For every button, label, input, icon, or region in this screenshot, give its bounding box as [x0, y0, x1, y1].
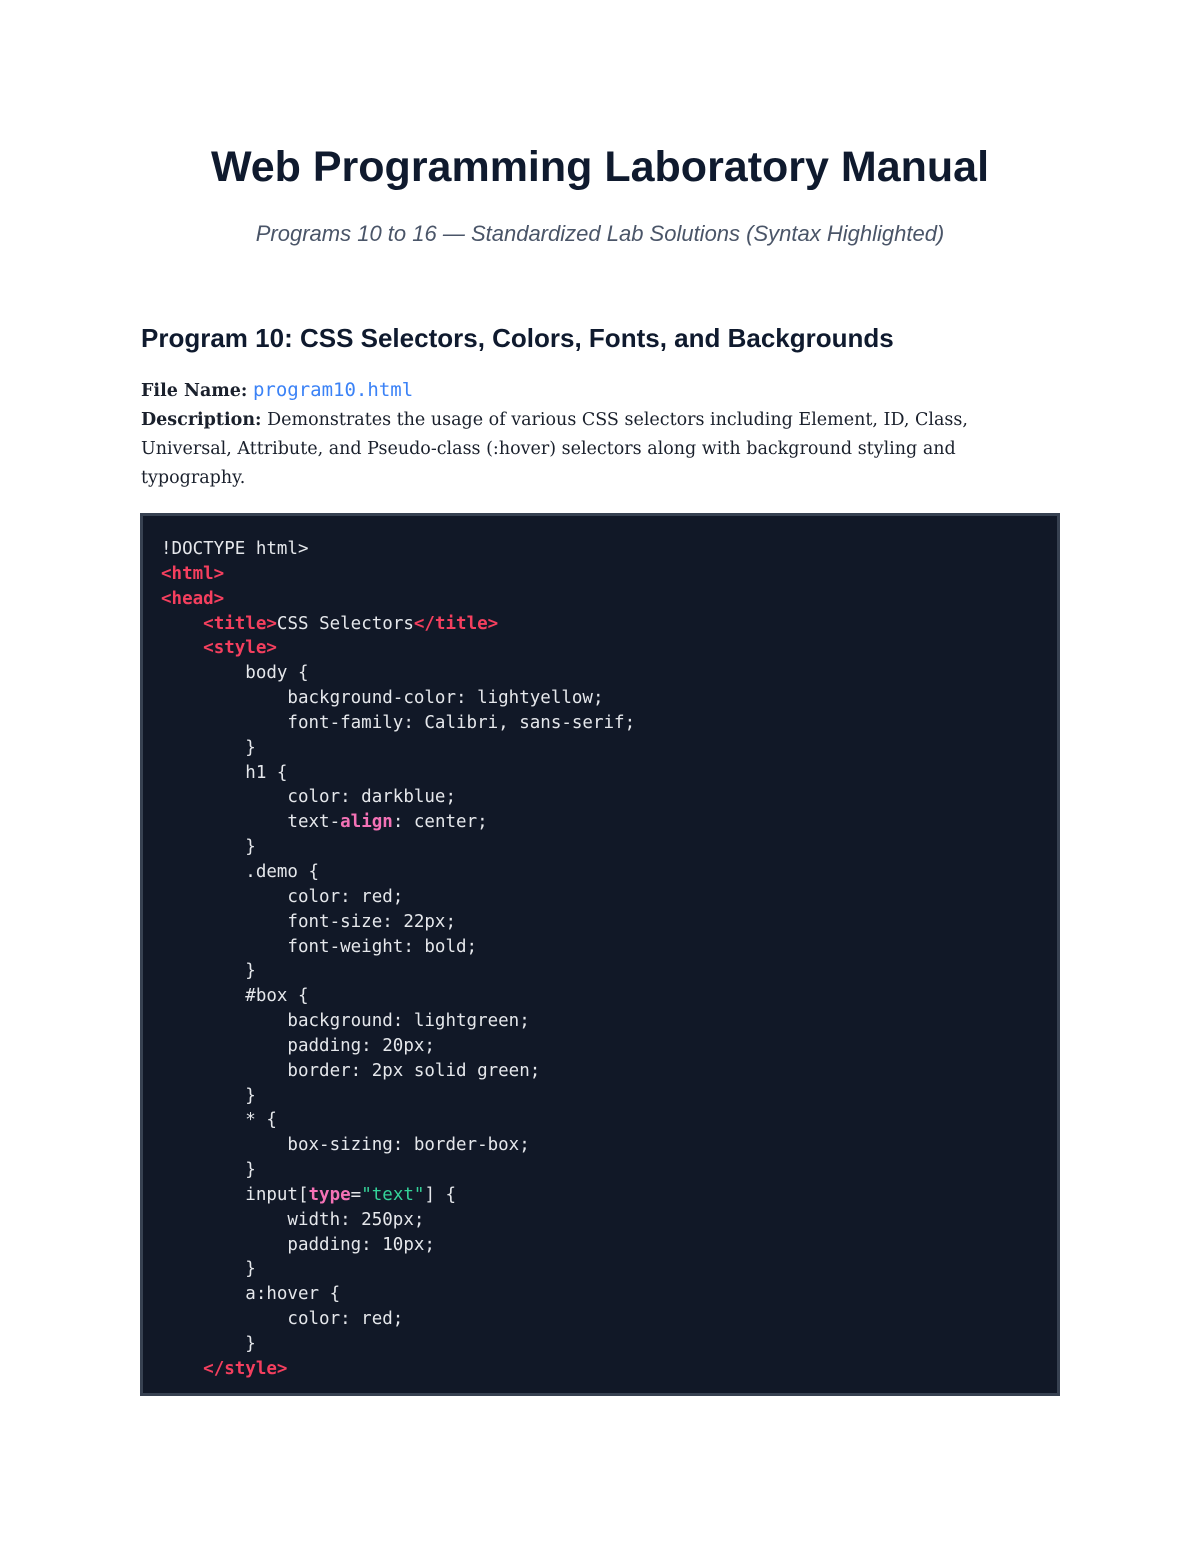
code-block	[140, 513, 1060, 1396]
page-title: Web Programming Laboratory Manual	[210, 143, 990, 191]
code-token: =	[350, 1184, 362, 1205]
code-token: </title>	[413, 613, 499, 634]
code-token: a:hover {	[161, 1284, 341, 1305]
code-token: !DOCTYPE html>	[161, 539, 309, 559]
code-token: CSS Selectors	[276, 613, 414, 634]
description-row	[141, 406, 1021, 493]
code-token: background: lightgreen;	[161, 1011, 530, 1032]
file-name-value: program10.html	[252, 379, 414, 401]
code-line	[161, 860, 1057, 885]
code-line	[161, 910, 1057, 935]
code-token: <html>	[161, 563, 225, 584]
code-line	[161, 1009, 1057, 1034]
code-token: }	[161, 837, 256, 858]
code-token: #box {	[161, 986, 309, 1007]
code-line	[161, 1108, 1057, 1133]
code-token	[161, 614, 203, 634]
code-token: type	[308, 1184, 351, 1205]
code-token: box-sizing: border-box;	[161, 1135, 530, 1156]
code-line	[161, 1233, 1057, 1258]
code-token	[161, 638, 203, 658]
code-line	[161, 1357, 1057, 1382]
code-line	[161, 661, 1057, 686]
code-line	[161, 984, 1057, 1009]
code-token: }	[161, 1160, 256, 1181]
code-token: }	[161, 1334, 256, 1354]
code-token: width: 250px;	[161, 1209, 425, 1230]
code-line	[161, 1257, 1057, 1282]
program-heading: Program 10: CSS Selectors, Colors, Fonts, and Backgrounds	[141, 323, 894, 353]
code-token: }	[161, 737, 256, 758]
code-token: : center;	[392, 812, 488, 833]
code-line	[161, 1282, 1057, 1307]
code-token: h1 {	[161, 762, 288, 783]
code-line	[161, 1307, 1057, 1332]
code-token: font-weight: bold;	[161, 936, 478, 957]
code-token: background-color: lightyellow;	[161, 688, 604, 709]
code-line	[161, 1034, 1057, 1059]
file-name-label: File Name:	[141, 381, 248, 401]
code-token: .demo {	[161, 861, 320, 882]
code-line	[161, 1332, 1057, 1357]
code-line	[161, 885, 1057, 910]
code-line	[161, 1208, 1057, 1233]
code-line	[161, 562, 1057, 587]
code-token: }	[161, 1085, 256, 1106]
code-token: padding: 20px;	[161, 1035, 435, 1056]
code-token: color: darkblue;	[161, 787, 457, 808]
code-token: input[	[161, 1184, 309, 1205]
code-line	[161, 1059, 1057, 1084]
code-token: color: red;	[161, 1309, 404, 1330]
code-token: font-family: Calibri, sans-serif;	[161, 712, 636, 733]
code-line	[161, 1084, 1057, 1109]
code-token: text-	[161, 812, 341, 833]
description-label: Description:	[141, 410, 262, 430]
code-token: color: red;	[161, 886, 404, 907]
code-token: * {	[161, 1110, 277, 1131]
code-line	[161, 711, 1057, 736]
code-line	[161, 785, 1057, 810]
code-line	[161, 537, 1057, 562]
page-subtitle: Programs 10 to 16 — Standardized Lab Solutions (Syntax Highlighted)	[255, 221, 945, 246]
code-line	[161, 835, 1057, 860]
code-token: padding: 10px;	[161, 1234, 435, 1255]
code-token: font-size: 22px;	[161, 911, 457, 932]
code-line	[161, 810, 1057, 835]
code-token: <style>	[203, 638, 277, 659]
code-line	[161, 1183, 1057, 1208]
code-line	[161, 736, 1057, 761]
code-token: body {	[161, 663, 309, 684]
file-name-row	[141, 376, 1021, 406]
code-token: }	[161, 961, 256, 982]
description-text: Demonstrates the usage of various CSS selectors including Element, ID, Class, Universal, Attribute, and Pseudo-class (:hover) selectors along with background styling and typography.	[141, 410, 968, 488]
code-line	[161, 686, 1057, 711]
code-token: <title>	[203, 613, 277, 634]
code-token: "text"	[361, 1184, 425, 1205]
code-line	[161, 587, 1057, 612]
code-line	[161, 1158, 1057, 1183]
code-token: border: 2px solid green;	[161, 1060, 541, 1081]
code-line	[161, 636, 1057, 661]
code-line	[161, 959, 1057, 984]
code-token: align	[340, 812, 393, 833]
code-token: <head>	[161, 588, 225, 609]
code-token	[161, 1359, 203, 1379]
code-token: </style>	[203, 1358, 288, 1379]
code-line	[161, 761, 1057, 786]
code-line	[161, 612, 1057, 637]
code-token: ] {	[424, 1184, 457, 1205]
code-token: }	[161, 1259, 256, 1280]
code-line	[161, 1133, 1057, 1158]
code-line	[161, 935, 1057, 960]
